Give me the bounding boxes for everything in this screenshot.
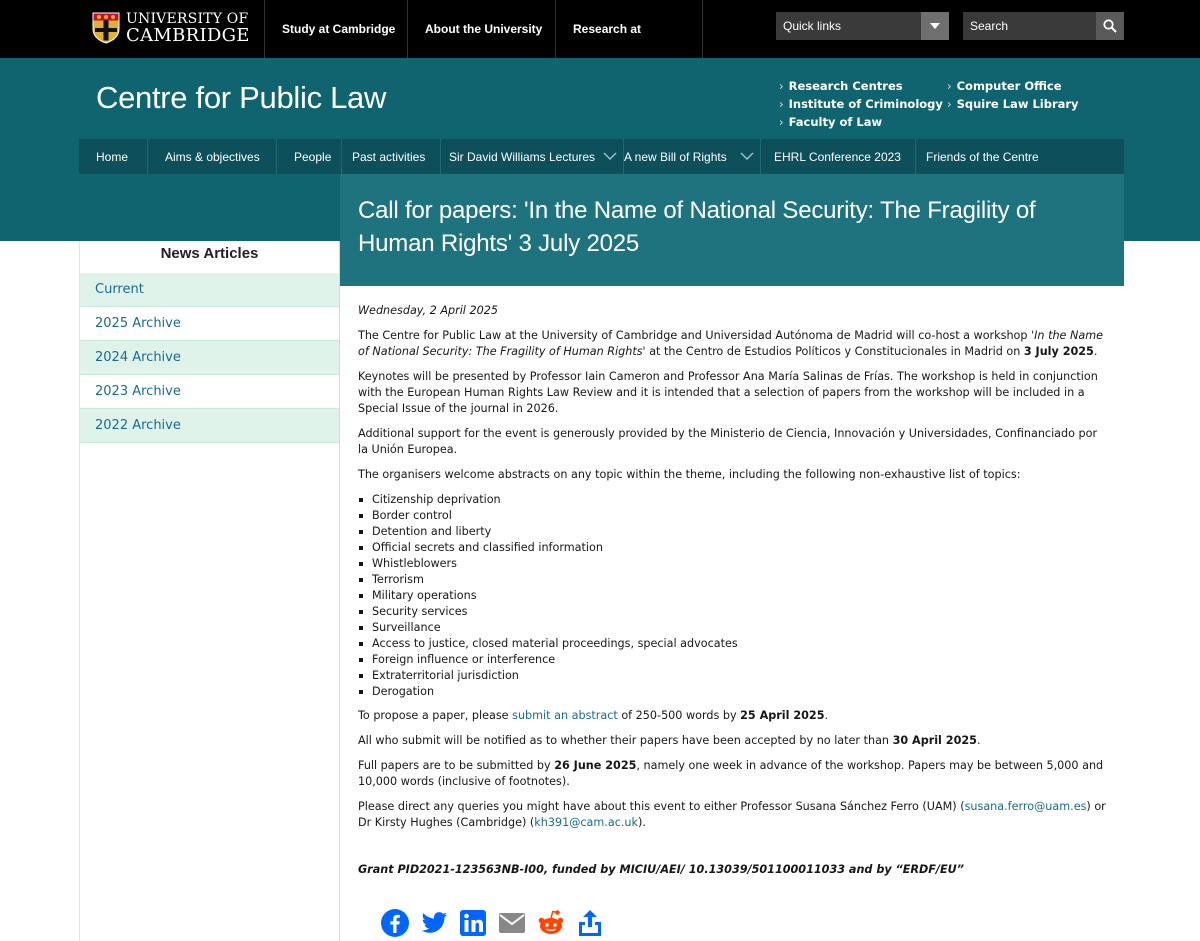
page-title: Call for papers: 'In the Name of National Security: The Fragility of Human Rights' 3 July 2025 [358,197,1036,257]
nav-friends[interactable]: Friends of the Centre [926,149,1039,164]
sidebar-item-2023-archive[interactable]: 2023 Archive [80,375,339,409]
twitter-share-button[interactable] [419,908,449,938]
chevron-right-icon: › [779,97,784,111]
nav-past-activities[interactable]: Past activities [342,139,441,174]
sidebar-item-2024-archive[interactable]: 2024 Archive [80,341,339,375]
generic-share-button[interactable] [575,908,605,938]
site-title[interactable]: Centre for Public Law [96,80,387,115]
page-title-box [340,174,1124,286]
share-bar [380,908,614,938]
list-item: Terrorism [358,572,1108,588]
nav-ehrl-conference[interactable]: EHRL Conference 2023 [761,139,916,174]
topics-list [358,492,1108,700]
quick-links-label: Quick links [783,19,842,33]
search-box [963,12,1124,40]
header-link-faculty-of-law[interactable]: › Faculty of Law [779,115,883,129]
header-links-col1 [779,78,943,132]
facebook-icon [380,908,410,938]
nav-bill-of-rights[interactable]: A new Bill of Rights [624,139,761,174]
header-link-computer-office[interactable]: › Computer Office [947,79,1062,93]
nav-aims[interactable]: Aims & objectives [148,139,277,174]
chevron-down-icon [740,151,754,161]
topnav-about[interactable]: About the University [407,0,555,58]
sidebar-heading: News Articles [160,245,259,262]
email-link-hughes[interactable]: kh391@cam.ac.uk [534,816,638,829]
chevron-down-icon [603,151,617,161]
list-item: Whistleblowers [358,556,1108,572]
article-date: Wednesday, 2 April 2025 [358,304,498,317]
logo-line-2: CAMBRIDGE [126,24,250,46]
list-item: Security services [358,604,1108,620]
sidebar-item-2025-archive[interactable]: 2025 Archive [80,307,339,341]
article-body [358,303,1108,887]
topnav-research[interactable]: Research at [555,0,703,58]
article-paragraph: All who submit will be notified as to whether their papers have been accepted by no later than 30 April 2025. [358,734,981,747]
chevron-right-icon: › [947,79,952,93]
list-item: Official secrets and classified information [358,540,1108,556]
article-paragraph: The organisers welcome abstracts on any topic within the theme, including the following non-exhaustive list of topics: [358,468,1021,481]
sidebar [79,241,340,941]
main-nav [79,139,1124,174]
linkedin-share-button[interactable] [458,908,488,938]
reddit-icon [536,908,566,938]
submit-abstract-link[interactable]: submit an abstract [512,709,618,722]
list-item: Surveillance [358,620,1108,636]
email-link-ferro[interactable]: susana.ferro@uam.es [964,800,1087,813]
article-paragraph: Full papers are to be submitted by 26 June 2025, namely one week in advance of the workshop. Papers may be between 5,000 and 10,000 words (inclusive of footnotes). [358,759,1104,788]
list-item: Derogation [358,684,1108,700]
list-item: Foreign influence or interference [358,652,1108,668]
chevron-right-icon: › [779,79,784,93]
list-item: Border control [358,508,1108,524]
header-link-squire-library[interactable]: › Squire Law Library [947,97,1079,111]
email-share-button[interactable] [497,908,527,938]
nav-people[interactable]: People [277,139,342,174]
chevron-right-icon: › [779,115,784,129]
list-item: Extraterritorial jurisdiction [358,668,1108,684]
article-paragraph: Additional support for the event is generously provided by the Ministerio de Ciencia, Innovación y Universidades, Confinanciado por la Unión Europea. [358,427,1098,456]
header-links-col2 [947,78,1079,114]
linkedin-icon [458,908,488,938]
search-input[interactable] [963,12,1096,40]
search-button[interactable] [1096,12,1124,40]
list-item: Detention and liberty [358,524,1108,540]
logo-line-1: UNIVERSITY OF [126,10,249,27]
twitter-icon [419,908,449,938]
nav-sir-david-williams[interactable]: Sir David Williams Lectures [441,139,624,174]
reddit-share-button[interactable] [536,908,566,938]
facebook-share-button[interactable] [380,908,410,938]
chevron-right-icon: › [947,97,952,111]
top-bar [0,0,1200,58]
search-icon [1103,19,1117,33]
article-paragraph: To propose a paper, please submit an abstract of 250-500 words by 25 April 2025. [358,709,829,722]
header-link-criminology[interactable]: › Institute of Criminology [779,97,943,111]
nav-home[interactable]: Home [79,139,148,174]
list-item: Military operations [358,588,1108,604]
university-crest-icon [92,12,120,44]
list-item: Access to justice, closed material proceedings, special advocates [358,636,1108,652]
topnav-study[interactable]: Study at Cambridge [264,0,407,58]
header-link-research-centres[interactable]: › Research Centres [779,79,903,93]
article-paragraph: Please direct any queries you might have about this event to either Professor Susana Sánchez Ferro (UAM) (susana.ferro@uam.es) or Dr Kirsty Hughes (Cambridge) (kh391@cam.ac.uk). [358,800,1106,829]
chevron-down-icon [921,12,949,40]
quick-links-dropdown[interactable] [776,12,949,40]
email-icon [497,908,527,938]
article-paragraph: Keynotes will be presented by Professor Iain Cameron and Professor Ana María Salinas de Frías. The workshop is held in conjunction with the European Human Rights Law Review and it is intended that a selection of papers from the workshop will be included in a Special Issue of the journal in 2026. [358,370,1098,415]
sidebar-item-2022-archive[interactable]: 2022 Archive [80,409,339,443]
share-icon [575,908,605,938]
university-logo[interactable] [92,11,252,45]
article-paragraph: The Centre for Public Law at the University of Cambridge and Universidad Autónoma de Madrid will co-host a workshop 'In the Name of National Security: The Fragility of Human Rights' at the Centro de Estudios Políticos y Constitucionales in Madrid on 3 July 2025. [358,329,1104,358]
list-item: Citizenship deprivation [358,492,1108,508]
sidebar-item-current[interactable]: Current [80,273,339,307]
grant-notice: Grant PID2021-123563NB-I00, funded by MICIU/AEI/ 10.13039/501100011033 and by “ERDF/EU” [358,863,964,876]
top-nav [264,0,703,58]
